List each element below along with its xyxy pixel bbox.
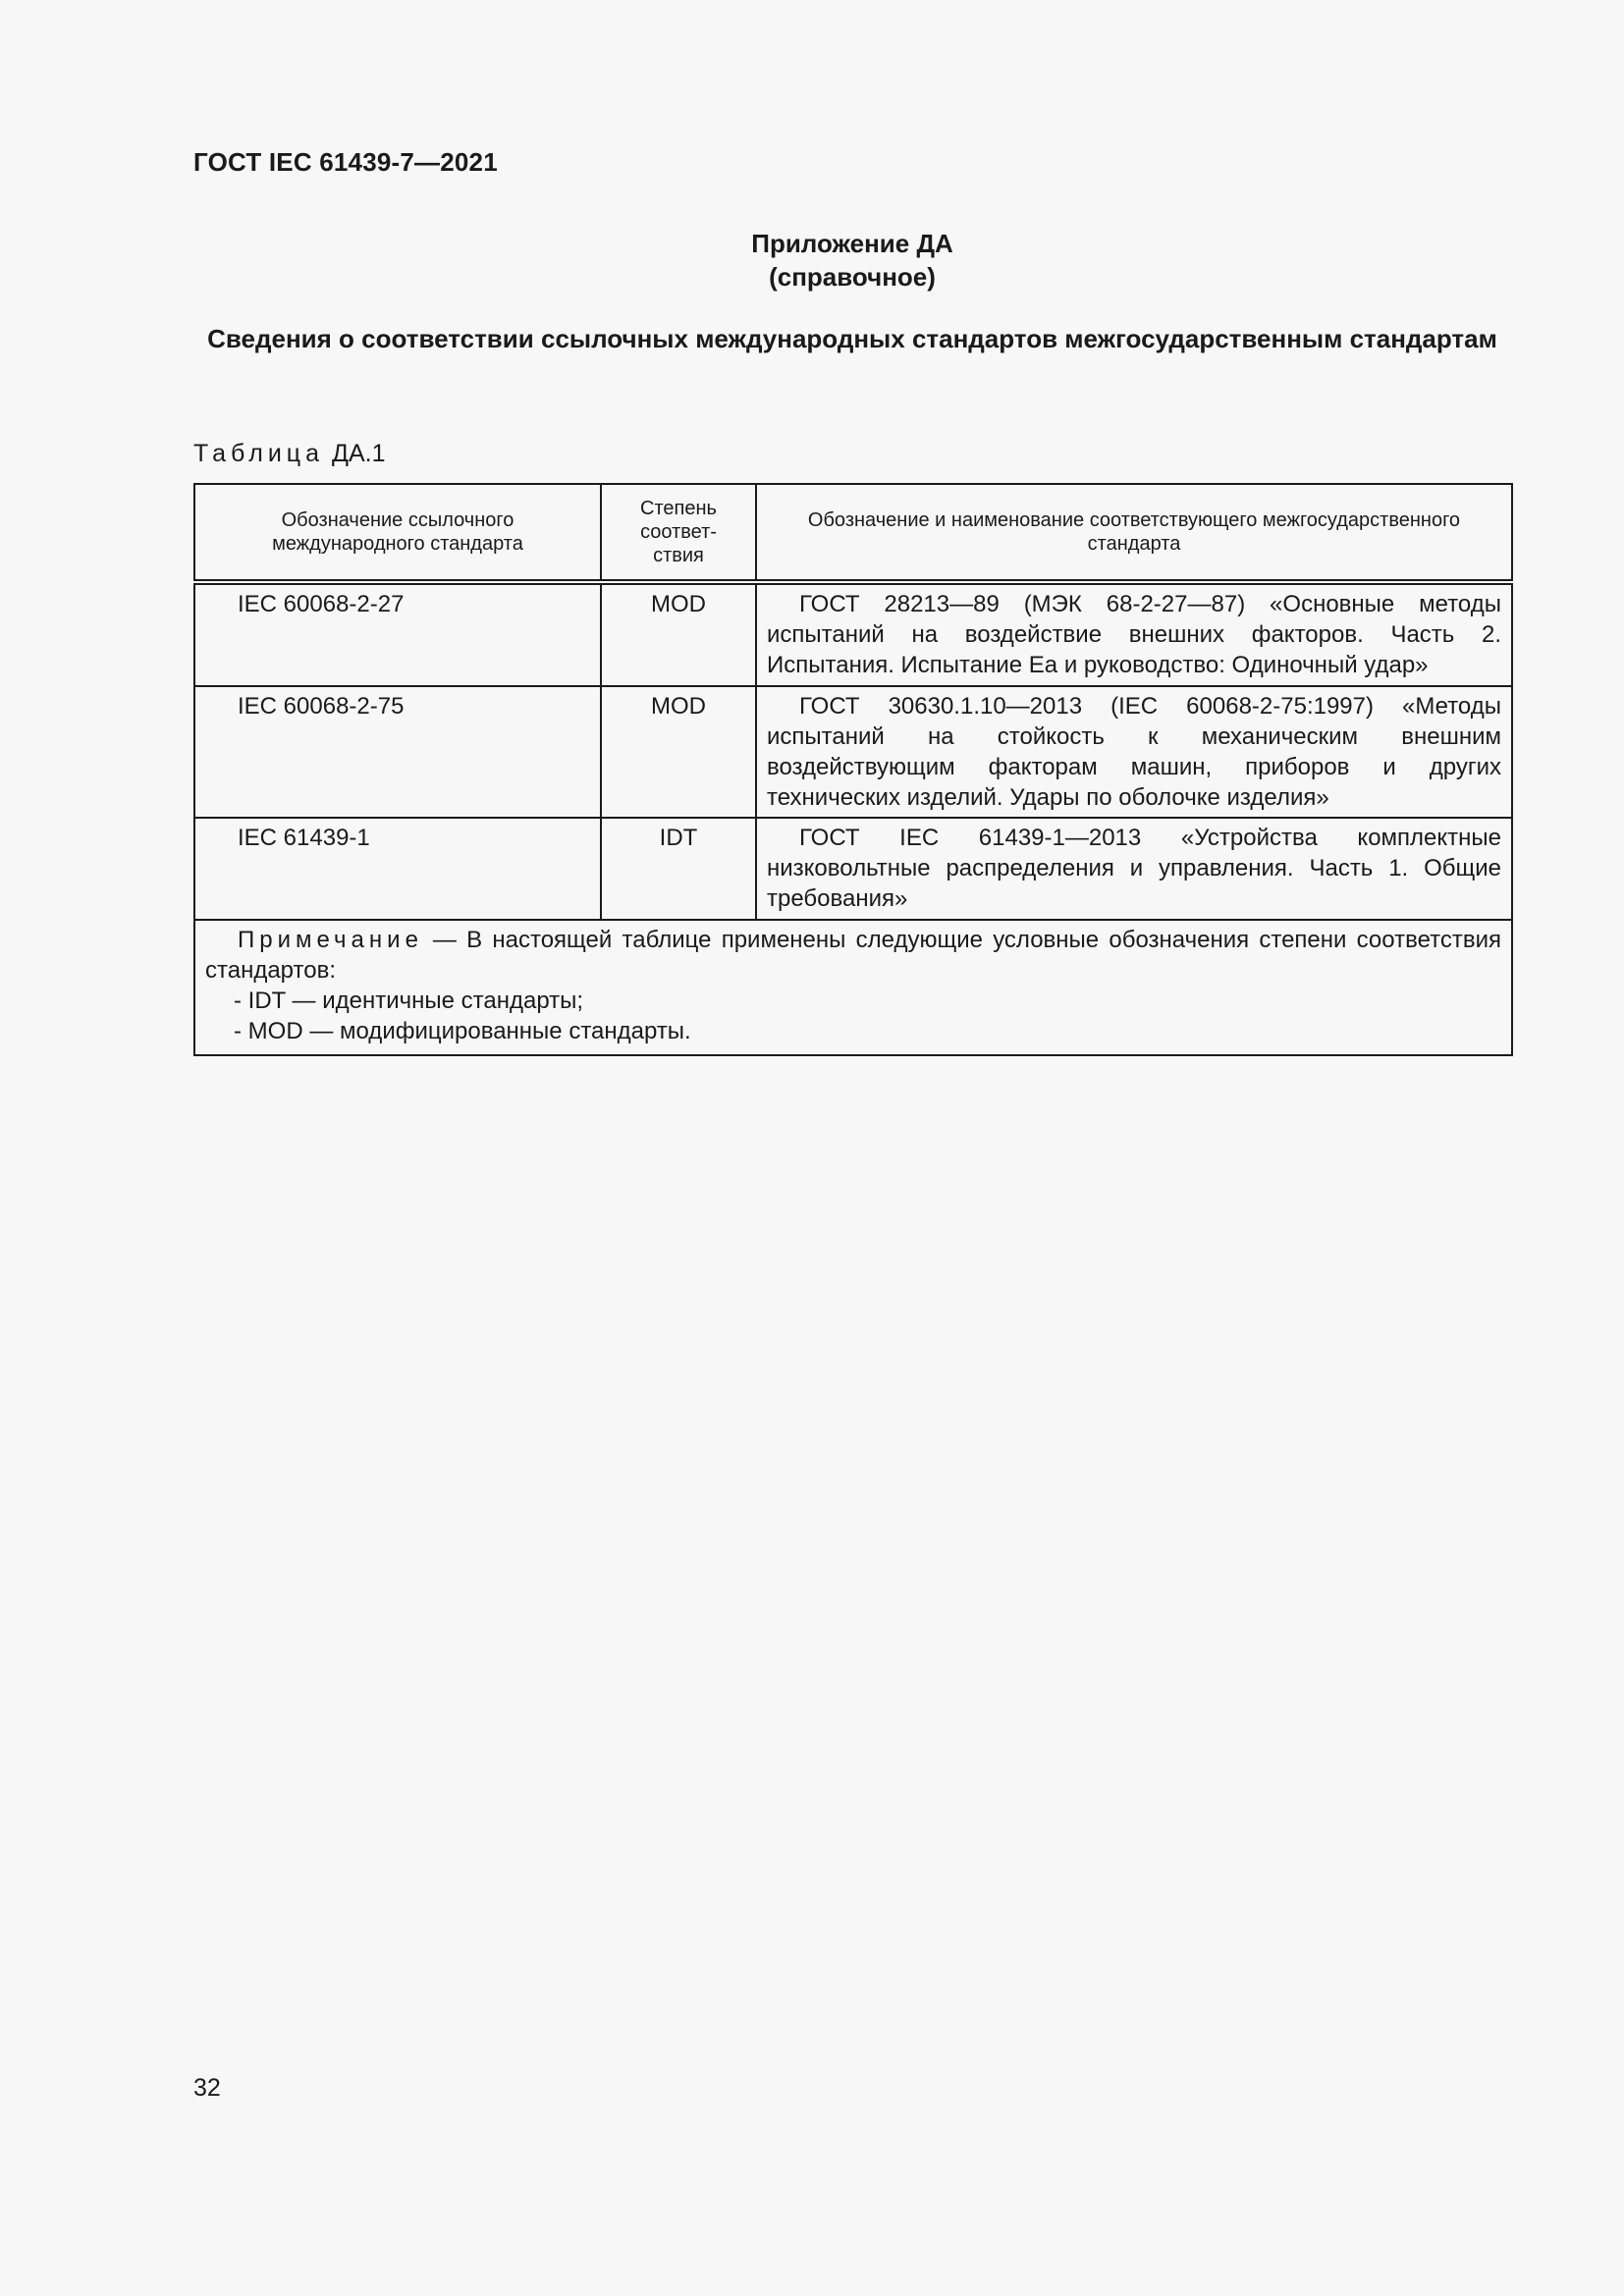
table-row bbox=[194, 818, 1512, 920]
cell-designation: IEC 60068-2-75 bbox=[194, 686, 601, 818]
table-label-word: Таблица bbox=[193, 440, 325, 467]
table-row bbox=[194, 582, 1512, 686]
page-number: 32 bbox=[193, 2074, 221, 2102]
table-note bbox=[194, 920, 1512, 1055]
note-text bbox=[205, 925, 1501, 986]
cell-degree: MOD bbox=[601, 686, 756, 818]
cell-degree: MOD bbox=[601, 582, 756, 686]
correspondence-table bbox=[193, 483, 1513, 1056]
note-body: — В настоящей таблице применены следующие условные обозначения степени соответствия стандартов: bbox=[205, 927, 1501, 984]
cell-title: ГОСТ 28213—89 (МЭК 68-2-27—87) «Основные методы испытаний на воздействие внешних факторов. Часть 2. Испытания. Испытание Еа и руководство: Одиночный удар» bbox=[756, 582, 1512, 686]
note-item: - IDT — идентичные стандарты; bbox=[234, 988, 584, 1014]
cell-title: ГОСТ IEC 61439-1—2013 «Устройства комплектные низковольтные распределения и управления. Часть 1. Общие требования» bbox=[756, 818, 1512, 920]
table-row bbox=[194, 686, 1512, 818]
cell-degree: IDT bbox=[601, 818, 756, 920]
cell-designation: IEC 60068-2-27 bbox=[194, 582, 601, 686]
note-item: - MOD — модифицированные стандарты. bbox=[234, 1018, 691, 1044]
annex-title: Приложение ДА bbox=[751, 229, 953, 258]
header-interstate-standard: Обозначение и наименование соответствующего межгосударственного стандарта bbox=[756, 484, 1512, 582]
note-word: Примечание bbox=[238, 927, 423, 953]
header-degree: Степень соответ-ствия bbox=[601, 484, 756, 582]
annex-kind: (справочное) bbox=[769, 262, 936, 292]
table-note-row bbox=[194, 920, 1512, 1055]
annex-heading: Сведения о соответствии ссылочных международных стандартов межгосударственным стандартам bbox=[207, 324, 1497, 353]
cell-title: ГОСТ 30630.1.10—2013 (IEC 60068-2-75:1997) «Методы испытаний на стойкость к механическим внешним воздействующим факторам машин, приборов и других технических изделий. Удары по оболочке изделия» bbox=[756, 686, 1512, 818]
table-header-row bbox=[194, 484, 1512, 582]
cell-designation: IEC 61439-1 bbox=[194, 818, 601, 920]
document-code: ГОСТ IEC 61439-7—2021 bbox=[193, 147, 498, 177]
header-international-standard: Обозначение ссылочного международного стандарта bbox=[194, 484, 601, 582]
table-label-id: ДА.1 bbox=[332, 440, 386, 467]
table-label bbox=[193, 440, 386, 468]
